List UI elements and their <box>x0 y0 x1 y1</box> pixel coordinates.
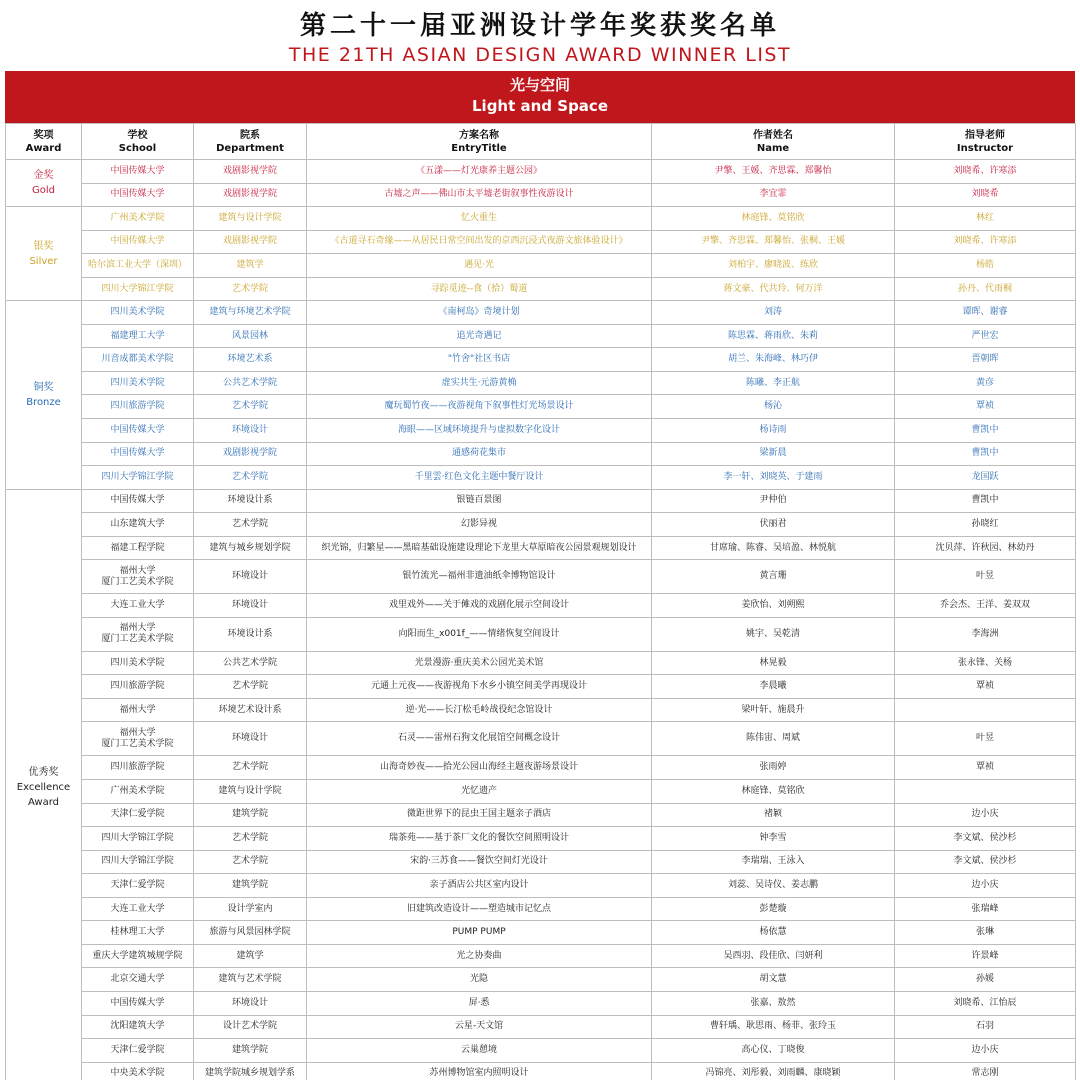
cell-department: 建筑与环境艺术学院 <box>194 301 307 325</box>
cell-school: 福州大学 厦门工艺美术学院 <box>82 560 194 594</box>
cell-department: 环境设计 <box>194 560 307 594</box>
header-label-en: EntryTitle <box>451 142 507 154</box>
cell-author-names: 姜欣怡、刘朔熙 <box>652 594 895 618</box>
cell-department: 戏剧影视学院 <box>194 183 307 207</box>
header-label-en: Instructor <box>956 142 1014 154</box>
cell-entry-title: 向阳而生_x001f_——情绪恢复空间设计 <box>307 617 652 651</box>
cell-entry-title: 光隐 <box>307 968 652 992</box>
cell-author-names: 陈曦、李正航 <box>652 371 895 395</box>
cell-entry-title: 《南柯岛》奇境计划 <box>307 301 652 325</box>
cell-entry-title: 旧建筑改造设计——塑造城市记忆点 <box>307 897 652 921</box>
cell-entry-title: 织光锦，归繁星——黑暗基础设施建设理论下龙里大草原暗夜公园景观规划设计 <box>307 536 652 560</box>
cell-author-names: 杨诗雨 <box>652 419 895 443</box>
cell-entry-title: 银链百景图 <box>307 489 652 513</box>
cell-school: 福建工程学院 <box>82 536 194 560</box>
cell-department: 戏剧影视学院 <box>194 442 307 466</box>
cell-author-names: 杨依慧 <box>652 921 895 945</box>
cell-entry-title: 幻影异视 <box>307 513 652 537</box>
cell-department: 艺术学院 <box>194 756 307 780</box>
cell-department: 旅游与风景园林学院 <box>194 921 307 945</box>
cell-author-names: 陈伟宙、周斌 <box>652 722 895 756</box>
table-row <box>6 277 1076 301</box>
cell-department: 环境艺术设计系 <box>194 698 307 722</box>
cell-school: 山东建筑大学 <box>82 513 194 537</box>
cell-department: 公共艺术学院 <box>194 651 307 675</box>
table-row <box>6 968 1076 992</box>
cell-entry-title: 屏·悉 <box>307 991 652 1015</box>
cell-entry-title: PUMP PUMP <box>307 921 652 945</box>
cell-entry-title: 通感荷花集市 <box>307 442 652 466</box>
cell-entry-title: 古墟之声——佛山市太平墟老街叙事性夜游设计 <box>307 183 652 207</box>
cell-department: 环境设计系 <box>194 489 307 513</box>
cell-school: 哈尔滨工业大学（深圳） <box>82 254 194 278</box>
cell-author-names: 林晃毅 <box>652 651 895 675</box>
cell-instructor: 李海洲 <box>895 617 1076 651</box>
cell-instructor: 边小庆 <box>895 874 1076 898</box>
cell-instructor: 常志刚 <box>895 1062 1076 1080</box>
cell-entry-title: 《古道寻石奇缘——从居民日常空间出发的京西沉浸式夜游文旅体验设计》 <box>307 230 652 254</box>
table-header-row <box>6 124 1076 160</box>
header-entry-title <box>307 124 652 160</box>
cell-department: 建筑学院 <box>194 803 307 827</box>
cell-author-names: 冯锦亮、刘彤毅、刘雨麟、康晓颖 <box>652 1062 895 1080</box>
cell-entry-title: 宋韵·三苏食——餐饮空间灯光设计 <box>307 850 652 874</box>
cell-entry-title: 光景漫游·重庆美术公园光美术馆 <box>307 651 652 675</box>
cell-department: 艺术学院 <box>194 850 307 874</box>
cell-department: 艺术学院 <box>194 277 307 301</box>
cell-department: 建筑与设计学院 <box>194 207 307 231</box>
table-row <box>6 301 1076 325</box>
cell-entry-title: 苏州博物馆室内照明设计 <box>307 1062 652 1080</box>
table-row <box>6 698 1076 722</box>
table-row <box>6 442 1076 466</box>
table-row <box>6 651 1076 675</box>
cell-instructor: 覃祯 <box>895 756 1076 780</box>
cell-entry-title: 魔玩蜀竹夜——夜游视角下叙事性灯光场景设计 <box>307 395 652 419</box>
cell-author-names: 林庭锋、莫铭欣 <box>652 207 895 231</box>
cell-department: 建筑与设计学院 <box>194 780 307 804</box>
table-row <box>6 183 1076 207</box>
cell-department: 艺术学院 <box>194 395 307 419</box>
table-row <box>6 489 1076 513</box>
cell-instructor: 李文斌、侯沙杉 <box>895 850 1076 874</box>
cell-entry-title: 元通上元夜——夜游视角下水乡小镇空间美学再现设计 <box>307 675 652 699</box>
cell-author-names: 梁新晨 <box>652 442 895 466</box>
cell-school: 四川美术学院 <box>82 301 194 325</box>
cell-instructor: 晋朝晖 <box>895 348 1076 372</box>
cell-author-names: 姚宇、吴乾清 <box>652 617 895 651</box>
table-row <box>6 348 1076 372</box>
header-award <box>6 124 82 160</box>
cell-instructor: 张琳 <box>895 921 1076 945</box>
cell-department: 建筑学院 <box>194 1039 307 1063</box>
cell-school: 福州大学 <box>82 698 194 722</box>
cell-instructor: 覃祯 <box>895 675 1076 699</box>
table-row <box>6 466 1076 490</box>
cell-instructor: 孙媛 <box>895 968 1076 992</box>
award-label-cn: 金奖 <box>33 170 54 182</box>
document-header <box>5 6 1075 71</box>
cell-school: 中央美术学院 <box>82 1062 194 1080</box>
header-label-en: Department <box>216 142 284 154</box>
cell-department: 建筑学院 <box>194 874 307 898</box>
cell-author-names: 钟李雪 <box>652 827 895 851</box>
table-row <box>6 419 1076 443</box>
cell-instructor: 曹凯中 <box>895 419 1076 443</box>
cell-author-names: 张嘉、敖然 <box>652 991 895 1015</box>
cell-author-names: 陈思霖、蒋雨欣、朱莉 <box>652 324 895 348</box>
award-cell-bronze <box>6 301 82 489</box>
header-department <box>194 124 307 160</box>
award-label-cn: 优秀奖 <box>28 766 59 778</box>
cell-school: 中国传媒大学 <box>82 160 194 184</box>
cell-author-names: 褚颖 <box>652 803 895 827</box>
cell-instructor: 李文斌、侯沙杉 <box>895 827 1076 851</box>
cell-author-names: 尹擎、齐思霖、郑馨怡、张桐、王媛 <box>652 230 895 254</box>
cell-department: 建筑学 <box>194 944 307 968</box>
cell-entry-title: 石灵——雷州石狗文化展馆空间概念设计 <box>307 722 652 756</box>
cell-department: 环境设计 <box>194 419 307 443</box>
table-row <box>6 897 1076 921</box>
table-row <box>6 230 1076 254</box>
cell-school: 福建理工大学 <box>82 324 194 348</box>
cell-school: 中国传媒大学 <box>82 442 194 466</box>
cell-instructor: 沈贝萍、许秋园、林幼丹 <box>895 536 1076 560</box>
cell-entry-title: 光忆遗产 <box>307 780 652 804</box>
section-title-chinese: 光与空间 <box>509 76 570 94</box>
cell-author-names: 张雨婷 <box>652 756 895 780</box>
cell-entry-title: 追光奇遇记 <box>307 324 652 348</box>
table-row <box>6 594 1076 618</box>
cell-school: 四川大学锦江学院 <box>82 850 194 874</box>
cell-instructor: 曹凯中 <box>895 489 1076 513</box>
cell-department: 建筑与艺术学院 <box>194 968 307 992</box>
cell-author-names: 刘柏宇、廖晓波、练欣 <box>652 254 895 278</box>
cell-author-names: 梁叶轩、施晨升 <box>652 698 895 722</box>
header-label-cn: 奖项 <box>33 129 54 141</box>
table-body <box>6 160 1076 1080</box>
cell-school: 沈阳建筑大学 <box>82 1015 194 1039</box>
cell-entry-title: 逆·光——长汀松毛岭战役纪念馆设计 <box>307 698 652 722</box>
cell-school: 福州大学 厦门工艺美术学院 <box>82 722 194 756</box>
table-row <box>6 780 1076 804</box>
cell-entry-title: 云星-天文馆 <box>307 1015 652 1039</box>
cell-school: 福州大学 厦门工艺美术学院 <box>82 617 194 651</box>
cell-entry-title: 忆火重生 <box>307 207 652 231</box>
table-row <box>6 1062 1076 1080</box>
cell-instructor <box>895 698 1076 722</box>
cell-instructor: 覃祯 <box>895 395 1076 419</box>
table-row <box>6 207 1076 231</box>
table-row <box>6 560 1076 594</box>
cell-department: 设计艺术学院 <box>194 1015 307 1039</box>
cell-department: 艺术学院 <box>194 675 307 699</box>
cell-school: 川音成都美术学院 <box>82 348 194 372</box>
cell-instructor <box>895 780 1076 804</box>
title-english: THE 21TH ASIAN DESIGN AWARD WINNER LIST <box>288 44 792 66</box>
header-label-cn: 指导老师 <box>965 129 1005 141</box>
cell-school: 桂林理工大学 <box>82 921 194 945</box>
cell-author-names: 吴西羽、段佳欣、闫妍利 <box>652 944 895 968</box>
cell-school: 中国传媒大学 <box>82 991 194 1015</box>
cell-department: 建筑学 <box>194 254 307 278</box>
award-label-en: Silver <box>29 255 58 267</box>
cell-department: 戏剧影视学院 <box>194 160 307 184</box>
cell-entry-title: 寻踪觅迹--食（拾）蜀道 <box>307 277 652 301</box>
cell-author-names: 李一轩、刘晓英、于建雨 <box>652 466 895 490</box>
cell-department: 艺术学院 <box>194 466 307 490</box>
cell-school: 四川旅游学院 <box>82 675 194 699</box>
award-label-cn: 铜奖 <box>33 381 54 393</box>
header-label-en: School <box>118 142 157 154</box>
award-label-cn: 银奖 <box>33 240 54 252</box>
title-chinese: 第二十一届亚洲设计学年奖获奖名单 <box>299 11 780 41</box>
header-name <box>652 124 895 160</box>
cell-school: 大连工业大学 <box>82 897 194 921</box>
table-row <box>6 944 1076 968</box>
cell-school: 重庆大学建筑城规学院 <box>82 944 194 968</box>
table-row <box>6 991 1076 1015</box>
cell-author-names: 伏丽君 <box>652 513 895 537</box>
table-row <box>6 675 1076 699</box>
cell-instructor: 刘晓希 <box>895 183 1076 207</box>
cell-author-names: 李瑞瑞、王泳入 <box>652 850 895 874</box>
cell-entry-title: 云巢憩境 <box>307 1039 652 1063</box>
award-cell-gold <box>6 160 82 207</box>
header-instructor <box>895 124 1076 160</box>
cell-author-names: 李晨曦 <box>652 675 895 699</box>
cell-author-names: 胡文慧 <box>652 968 895 992</box>
cell-instructor: 石羽 <box>895 1015 1076 1039</box>
cell-author-names: 黄言珊 <box>652 560 895 594</box>
cell-author-names: 曹轩瑀、耿思雨、杨菲、张玲玉 <box>652 1015 895 1039</box>
cell-instructor: 叶昱 <box>895 722 1076 756</box>
cell-school: 四川旅游学院 <box>82 395 194 419</box>
cell-instructor: 严世宏 <box>895 324 1076 348</box>
table-row <box>6 513 1076 537</box>
header-label-cn: 作者姓名 <box>753 129 793 141</box>
cell-entry-title: 千里雲·红色文化主题中餐厅设计 <box>307 466 652 490</box>
cell-author-names: 李宜霏 <box>652 183 895 207</box>
award-cell-excellence <box>6 489 82 1080</box>
cell-entry-title: 虚实共生·元游黄桷 <box>307 371 652 395</box>
table-row <box>6 874 1076 898</box>
cell-school: 中国传媒大学 <box>82 230 194 254</box>
cell-entry-title: 亲子酒店公共区室内设计 <box>307 874 652 898</box>
table-row <box>6 371 1076 395</box>
cell-school: 四川美术学院 <box>82 371 194 395</box>
award-label-en: Bronze <box>26 396 61 408</box>
header-label-en: Award <box>25 142 62 154</box>
cell-instructor: 乔会杰、王洋、姜双双 <box>895 594 1076 618</box>
section-banner <box>5 71 1075 123</box>
header-label-cn: 院系 <box>240 129 260 141</box>
table-row <box>6 254 1076 278</box>
cell-instructor: 孙晓红 <box>895 513 1076 537</box>
cell-entry-title: 光之协奏曲 <box>307 944 652 968</box>
cell-school: 天津仁爱学院 <box>82 803 194 827</box>
cell-school: 四川大学锦江学院 <box>82 277 194 301</box>
cell-entry-title: 银竹流光—福州非遗油纸伞博物馆设计 <box>307 560 652 594</box>
cell-instructor: 谭晖、谢睿 <box>895 301 1076 325</box>
cell-instructor: 刘晓希、许寒添 <box>895 230 1076 254</box>
cell-department: 设计学室内 <box>194 897 307 921</box>
cell-entry-title: 遇见·光 <box>307 254 652 278</box>
cell-instructor: 刘晓希、许寒添 <box>895 160 1076 184</box>
cell-author-names: 刘涛 <box>652 301 895 325</box>
cell-department: 建筑与城乡规划学院 <box>194 536 307 560</box>
cell-instructor: 边小庆 <box>895 1039 1076 1063</box>
cell-department: 公共艺术学院 <box>194 371 307 395</box>
cell-department: 环境设计 <box>194 722 307 756</box>
header-label-cn: 方案名称 <box>459 129 499 141</box>
cell-entry-title: 海眼——区域环境提升与虚拟数字化设计 <box>307 419 652 443</box>
cell-instructor: 林红 <box>895 207 1076 231</box>
table-row <box>6 1015 1076 1039</box>
cell-instructor: 叶昱 <box>895 560 1076 594</box>
cell-school: 中国传媒大学 <box>82 489 194 513</box>
cell-instructor: 曹凯中 <box>895 442 1076 466</box>
cell-school: 四川美术学院 <box>82 651 194 675</box>
cell-school: 广州美术学院 <box>82 780 194 804</box>
cell-author-names: 林庭锋、莫铭欣 <box>652 780 895 804</box>
cell-school: 北京交通大学 <box>82 968 194 992</box>
cell-school: 大连工业大学 <box>82 594 194 618</box>
table-row <box>6 324 1076 348</box>
cell-department: 戏剧影视学院 <box>194 230 307 254</box>
cell-instructor: 龙国跃 <box>895 466 1076 490</box>
award-label-en: Gold <box>32 185 55 197</box>
cell-author-names: 尹擎、王媛、齐思霖、郑馨怡 <box>652 160 895 184</box>
cell-author-names: 尹仲伯 <box>652 489 895 513</box>
cell-school: 中国传媒大学 <box>82 183 194 207</box>
cell-school: 天津仁爱学院 <box>82 874 194 898</box>
cell-entry-title: 《五漾——灯光康养主题公园》 <box>307 160 652 184</box>
table-row <box>6 1039 1076 1063</box>
award-label-en: Excellence Award <box>16 781 71 808</box>
cell-instructor: 张瑞峰 <box>895 897 1076 921</box>
award-cell-silver <box>6 207 82 301</box>
cell-author-names: 高心仪、丁晓俊 <box>652 1039 895 1063</box>
table-row <box>6 722 1076 756</box>
cell-department: 环境设计系 <box>194 617 307 651</box>
cell-school: 四川大学锦江学院 <box>82 827 194 851</box>
cell-entry-title: 瑞茶苑——基于茶厂文化的餐饮空间照明设计 <box>307 827 652 851</box>
table-row <box>6 827 1076 851</box>
cell-author-names: 甘席瑜、陈睿、吴培盈、林悦航 <box>652 536 895 560</box>
table-row <box>6 395 1076 419</box>
cell-entry-title: "竹舍"社区书店 <box>307 348 652 372</box>
winner-table <box>5 123 1076 1080</box>
cell-instructor: 张永锋、关杨 <box>895 651 1076 675</box>
table-row <box>6 850 1076 874</box>
cell-instructor: 刘晓希、江怡辰 <box>895 991 1076 1015</box>
table-row <box>6 803 1076 827</box>
cell-department: 环境艺术系 <box>194 348 307 372</box>
cell-instructor: 黄彦 <box>895 371 1076 395</box>
cell-entry-title: 微距世界下的昆虫王国主题亲子酒店 <box>307 803 652 827</box>
cell-school: 四川大学锦江学院 <box>82 466 194 490</box>
header-label-en: Name <box>756 142 790 154</box>
table-row <box>6 160 1076 184</box>
header-school <box>82 124 194 160</box>
cell-instructor: 孙丹、代雨桐 <box>895 277 1076 301</box>
cell-school: 广州美术学院 <box>82 207 194 231</box>
cell-author-names: 彭楚璇 <box>652 897 895 921</box>
cell-instructor: 边小庆 <box>895 803 1076 827</box>
cell-instructor: 杨皓 <box>895 254 1076 278</box>
table-row <box>6 617 1076 651</box>
cell-department: 环境设计 <box>194 991 307 1015</box>
cell-department: 艺术学院 <box>194 827 307 851</box>
table-row <box>6 921 1076 945</box>
cell-department: 风景园林 <box>194 324 307 348</box>
cell-author-names: 蒋文豪、代共玲、何万洋 <box>652 277 895 301</box>
table-row <box>6 536 1076 560</box>
cell-department: 艺术学院 <box>194 513 307 537</box>
cell-author-names: 胡兰、朱海峰、林巧伊 <box>652 348 895 372</box>
cell-entry-title: 山海奇妙夜——拾光公园山海经主题夜游场景设计 <box>307 756 652 780</box>
cell-instructor: 许景峰 <box>895 944 1076 968</box>
cell-school: 中国传媒大学 <box>82 419 194 443</box>
cell-department: 建筑学院城乡规划学系 <box>194 1062 307 1080</box>
cell-school: 天津仁爱学院 <box>82 1039 194 1063</box>
cell-author-names: 刘蕊、吴诗仪、姜志鹏 <box>652 874 895 898</box>
cell-author-names: 杨沁 <box>652 395 895 419</box>
header-label-cn: 学校 <box>127 129 148 141</box>
cell-school: 四川旅游学院 <box>82 756 194 780</box>
section-title-english: Light and Space <box>472 97 608 115</box>
table-row <box>6 756 1076 780</box>
cell-entry-title: 戏里戏外——关于傩戏的戏剧化展示空间设计 <box>307 594 652 618</box>
cell-department: 环境设计 <box>194 594 307 618</box>
